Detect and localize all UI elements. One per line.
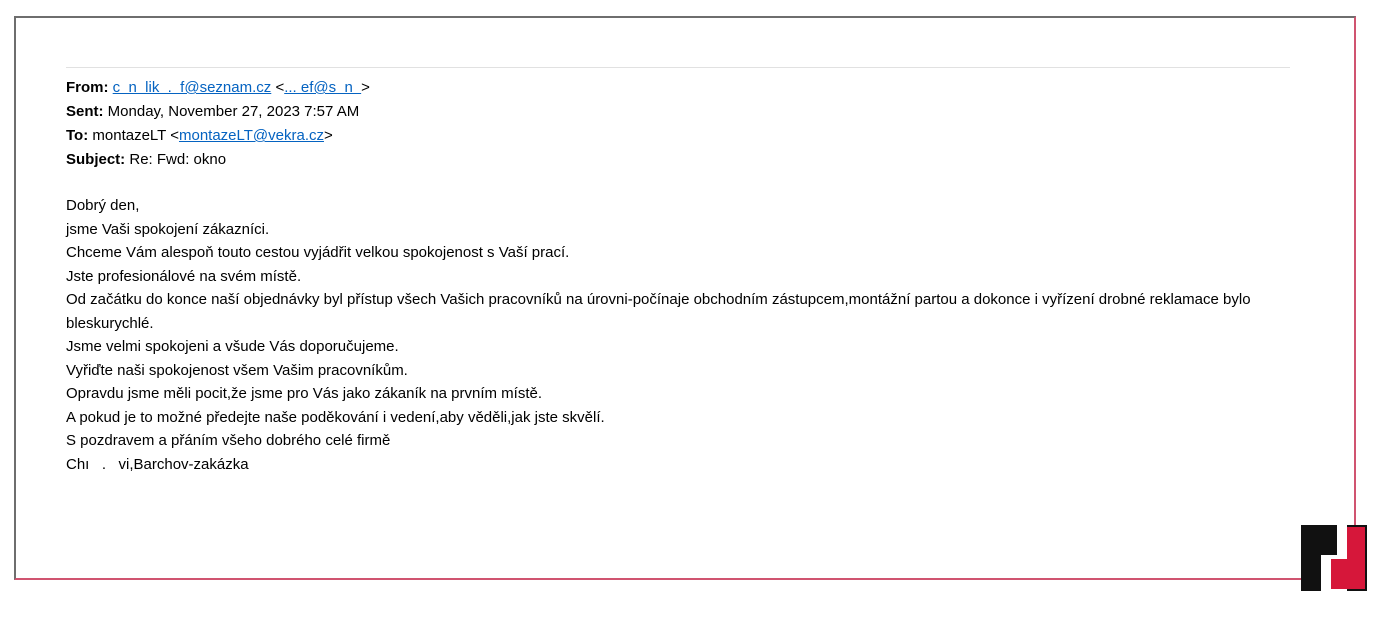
email-header [66,76,370,172]
body-line: Vyřiďte naši spokojenost všem Vašim pracovníkům. [66,361,408,379]
from-name-link[interactable]: c n lik . f@seznam.cz [112,79,272,96]
subject-label: Subject: [66,151,126,168]
from-email-link[interactable]: ... ef@s n [284,79,362,96]
body-line: S pozdravem a přáním všeho dobrého celé firmě [66,432,391,449]
sent-label: Sent: [66,103,104,120]
to-label: To: [66,127,89,144]
to-row [66,124,370,148]
body-line: Opravdu jsme měli pocit,že jsme pro Vás jako zákaník na prvním místě. [66,385,543,402]
from-bracket-close: > [361,79,370,96]
body-line: Od začátku do konce naší objednávky byl přístup všech Vašich pracovníků na úrovni-počínaje obchodním zástupcem,montážní partou a dokonce i vyřízení drobné reklamace bylo bleskurychlé. [66,291,1251,332]
body-line: Chceme Vám alespoň touto cestou vyjádřit velkou spokojenost s Vaší prací. [66,244,570,261]
email-print-frame [14,16,1356,580]
from-bracket-open: < [275,79,285,96]
header-separator [66,67,1290,68]
body-line: Jste profesionálové na svém místě. [66,267,302,285]
body-line: jsme Vaši spokojení zákazníci. [66,220,270,238]
body-line: A pokud je to možné předejte naše poděkování i vedení,aby věděli,jak jste skvělí. [66,408,605,426]
sent-row [66,100,370,124]
subject-row [66,148,370,172]
subject-value: Re: Fwd: okno [129,151,227,168]
to-bracket-close: > [323,127,333,144]
sent-value: Monday, November 27, 2023 7:57 AM [107,103,360,120]
body-line: Dobrý den, [66,197,140,214]
email-body [66,194,1306,476]
body-line: Jsme velmi spokojeni a všude Vás doporučujeme. [66,338,399,355]
vekra-logo-icon [1301,525,1367,591]
to-bracket-open: < [170,127,179,144]
to-name: montazeLT [92,127,167,144]
from-row [66,76,370,100]
signature-line: Chı . vi,Barchov-zakázka [66,455,249,473]
to-email-link[interactable]: montazeLT@vekra.cz [178,127,324,144]
from-label: From: [66,79,109,96]
